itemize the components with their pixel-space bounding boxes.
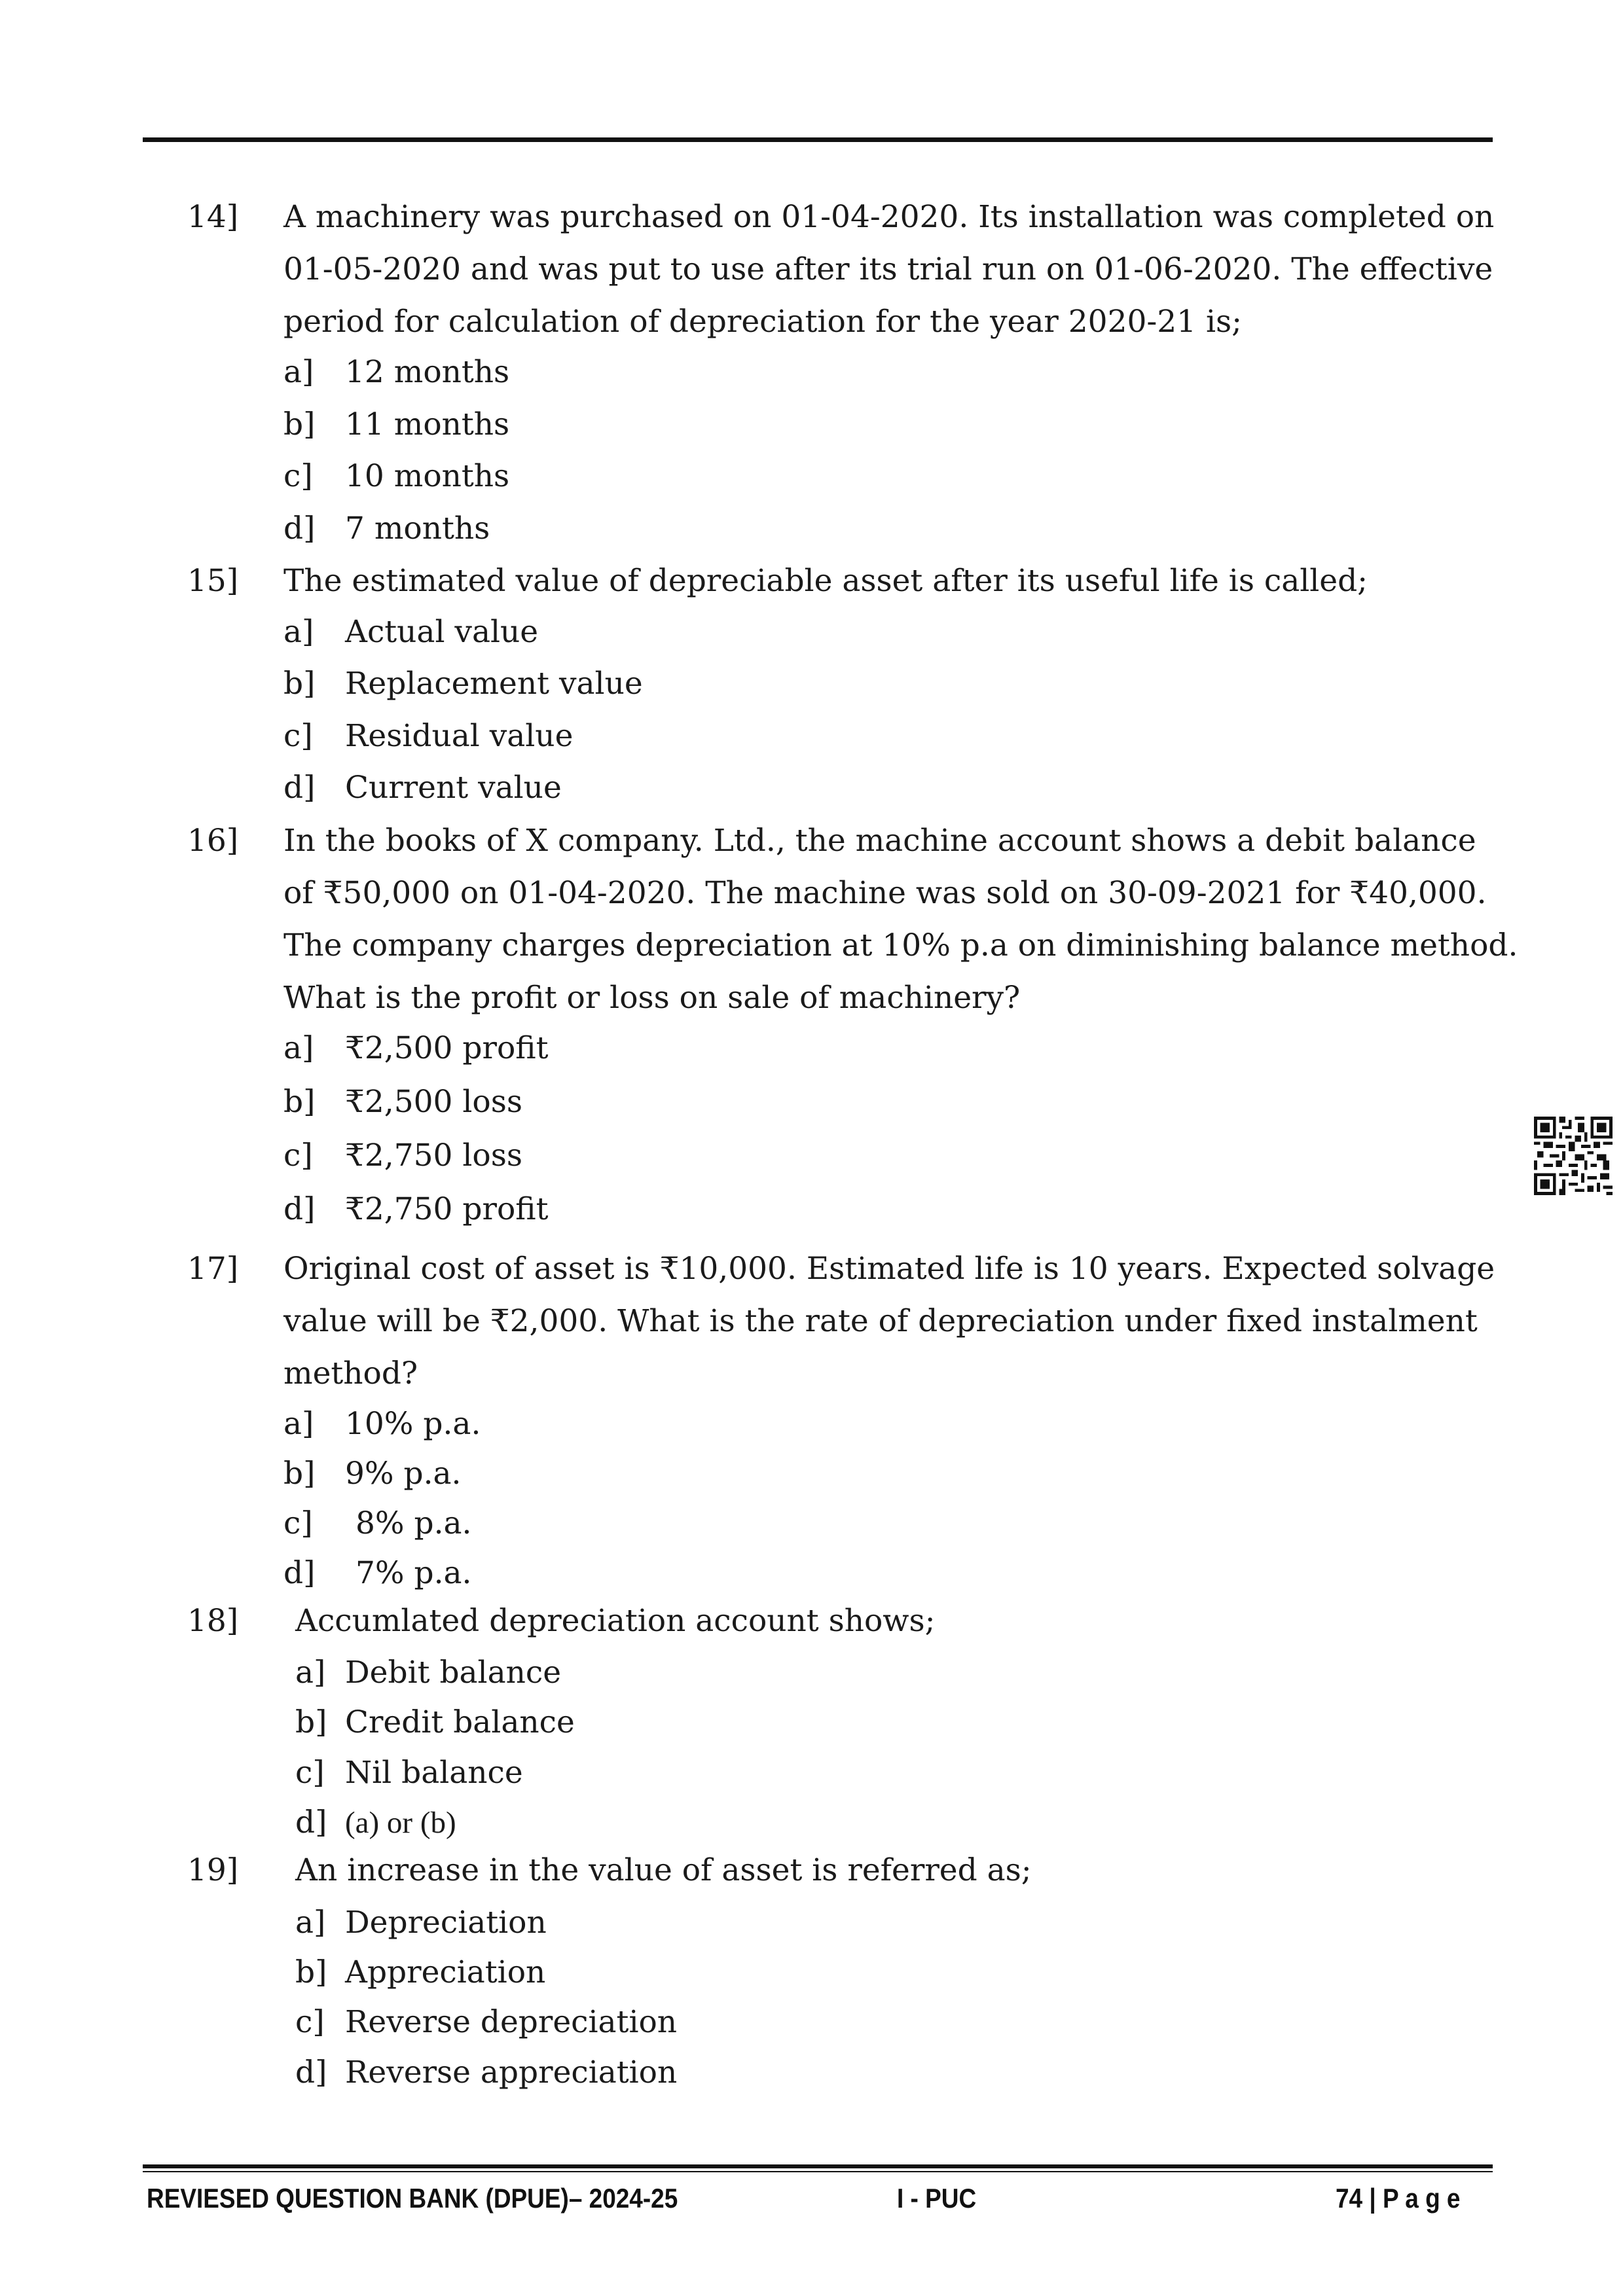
- option-d: d] Reverse appreciation: [295, 2054, 678, 2090]
- option-a: a] 10% p.a.: [283, 1406, 481, 1442]
- footer-rule: [143, 2164, 1493, 2168]
- question-number: 15]: [187, 563, 239, 599]
- option-d: d] 7 months: [283, 511, 490, 547]
- question-number: 18]: [187, 1603, 239, 1639]
- option-c: c] ₹2,750 loss: [283, 1138, 522, 1174]
- option-d: d] 7% p.a.: [283, 1555, 472, 1591]
- option-b: b] 9% p.a.: [283, 1456, 462, 1492]
- question-number: 14]: [187, 199, 239, 235]
- question-text: [295, 1595, 1506, 1647]
- question-text: [295, 1844, 1506, 1897]
- question-line: What is the profit or loss on sale of machinery?: [283, 980, 1021, 1016]
- question-text: [283, 815, 1518, 1024]
- question-line: The company charges depreciation at 10% p.a on diminishing balance method.: [283, 927, 1518, 963]
- footer-class: I - PUC: [897, 2183, 977, 2214]
- question-line: period for calculation of depreciation for the year 2020-21 is;: [283, 304, 1242, 340]
- question-text: [283, 191, 1495, 348]
- question-line: 01-05-2020 and was put to use after its trial run on 01-06-2020. The effective: [283, 251, 1493, 287]
- question-line: method?: [283, 1355, 418, 1391]
- question-line: Accumlated depreciation account shows;: [295, 1603, 936, 1639]
- question-line: The estimated value of depreciable asset after its useful life is called;: [283, 563, 1368, 599]
- option-a: a] Actual value: [283, 614, 539, 650]
- option-c: c] 8% p.a.: [283, 1505, 472, 1541]
- question-number: 17]: [187, 1251, 239, 1287]
- option-b: b] Appreciation: [295, 1954, 546, 1990]
- qr-code-icon: [1533, 1117, 1613, 1195]
- option-a: a] ₹2,500 profit: [283, 1030, 549, 1066]
- option-c: c] Reverse depreciation: [295, 2004, 678, 2040]
- question-line: Original cost of asset is ₹10,000. Estimated life is 10 years. Expected solvage: [283, 1251, 1495, 1287]
- option-b: b] Replacement value: [283, 666, 643, 702]
- question-number: 16]: [187, 823, 239, 859]
- question-line: In the books of X company. Ltd., the machine account shows a debit balance: [283, 823, 1476, 859]
- option-a: a] Depreciation: [295, 1905, 547, 1941]
- option-c: c] Residual value: [283, 718, 574, 754]
- option-b: b] ₹2,500 loss: [283, 1084, 522, 1120]
- question-line: of ₹50,000 on 01-04-2020. The machine was sold on 30-09-2021 for ₹40,000.: [283, 875, 1487, 911]
- question-number: 19]: [187, 1852, 239, 1888]
- footer-page-number: 74 | P a g e: [1336, 2183, 1461, 2214]
- option-b: b] Credit balance: [295, 1704, 575, 1740]
- option-c: c] Nil balance: [295, 1755, 523, 1791]
- header-rule: [143, 137, 1493, 142]
- question-line: An increase in the value of asset is referred as;: [295, 1852, 1032, 1888]
- option-a: a] 12 months: [283, 354, 510, 390]
- option-d: d] ₹2,750 profit: [283, 1191, 549, 1227]
- question-text: [283, 1243, 1495, 1400]
- footer-rule-thin: [143, 2171, 1493, 2172]
- option-d: d] (a) or (b): [295, 1804, 456, 1840]
- option-a: a] Debit balance: [295, 1655, 562, 1691]
- option-d: d] Current value: [283, 770, 562, 806]
- footer-title: REVIESED QUESTION BANK (DPUE)– 2024-25: [147, 2183, 678, 2214]
- question-line: A machinery was purchased on 01-04-2020. Its installation was completed on: [283, 199, 1495, 235]
- option-b: b] 11 months: [283, 406, 510, 442]
- question-text: [283, 555, 1495, 607]
- question-line: value will be ₹2,000. What is the rate of depreciation under fixed instalment: [283, 1303, 1478, 1339]
- option-c: c] 10 months: [283, 458, 510, 494]
